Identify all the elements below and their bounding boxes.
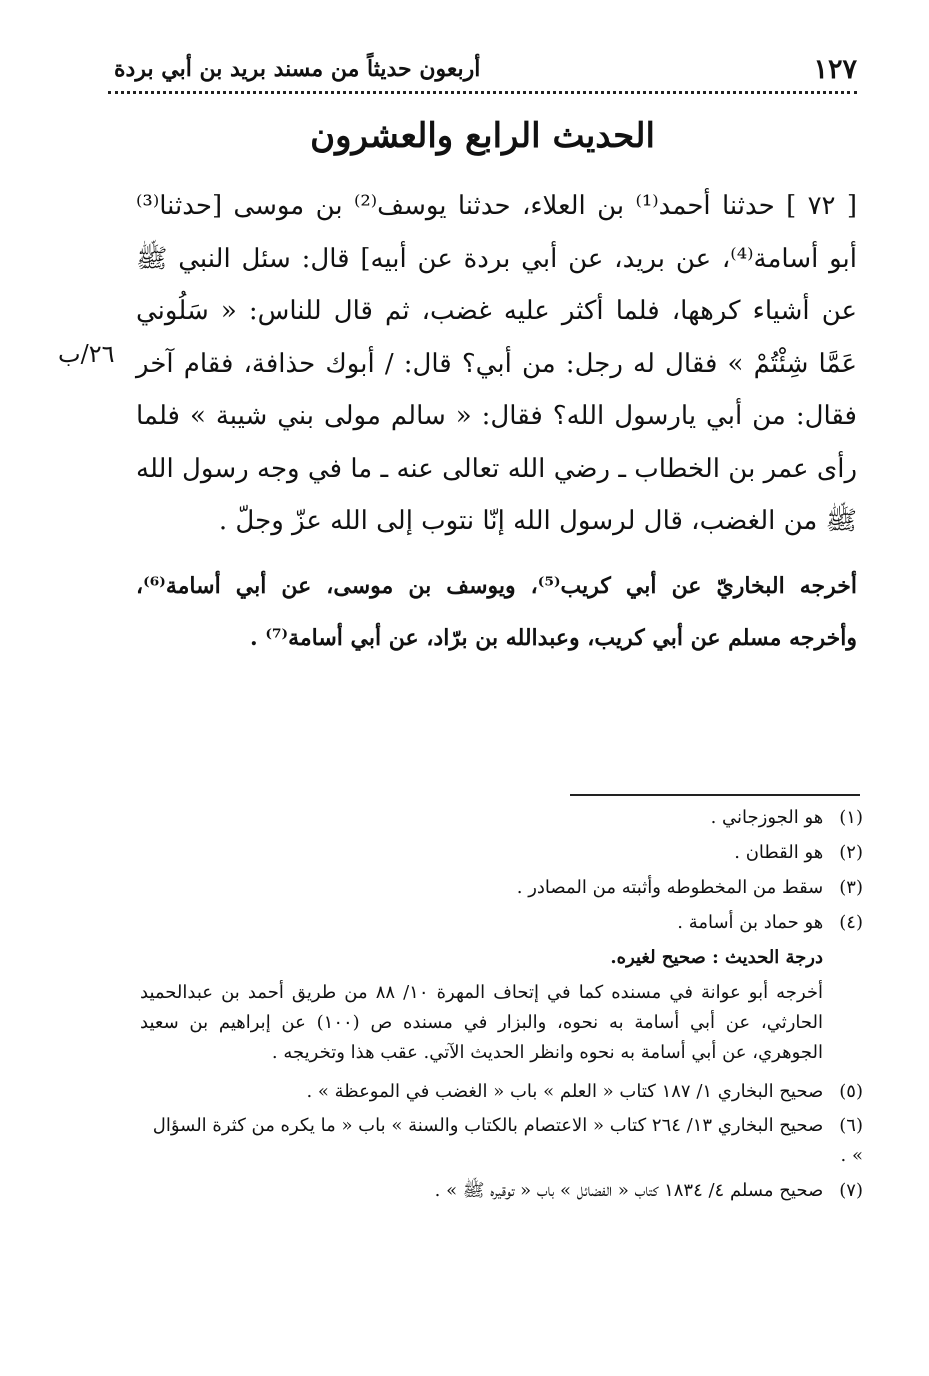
footnote <box>140 1173 863 1208</box>
footnote <box>140 870 863 905</box>
manuscript-folio-note: ٢٦/ب <box>58 340 115 368</box>
footnote-number: (٧) <box>839 1180 863 1201</box>
page-header <box>108 48 857 94</box>
page-number: ١٢٧ <box>813 54 857 85</box>
footnotes <box>140 800 863 1208</box>
footnote <box>140 1109 863 1173</box>
footnote-text: هو حماد بن أسامة . <box>677 912 824 933</box>
footnote-text: صحيح البخاري ١/ ١٨٧ كتاب « العلم » باب « الغضب في الموعظة » . <box>306 1081 824 1102</box>
grade-title: درجة الحديث : صحيح لغيره. <box>610 947 823 968</box>
footnote-number: (٦) <box>839 1115 863 1136</box>
footnote-number: (١) <box>839 807 863 828</box>
footnote <box>140 835 863 870</box>
footnote-number: (٣) <box>839 877 863 898</box>
footnote <box>140 1074 863 1109</box>
footnote-divider <box>570 794 860 796</box>
footnote-text: صحيح البخاري ١٣/ ٢٦٤ كتاب « الاعتصام بالكتاب والسنة » باب « ما يكره من كثرة السؤال » . <box>152 1115 863 1166</box>
takhrij-text: أخرجه البخاريّ عن أبي كريب⁽⁵⁾، ويوسف بن موسى، عن أبي أسامة⁽⁶⁾، وأخرجه مسلم عن أبي كريب، وعبدالله بن برّاد، عن أبي أسامة⁽⁷⁾ . <box>136 573 857 651</box>
takhrij-block <box>136 560 857 664</box>
footnote-text: هو القطان . <box>734 842 824 863</box>
footnote-text: هو الجوزجاني . <box>710 807 824 828</box>
footnote-number: (٤) <box>839 912 863 933</box>
hadith-block <box>136 180 857 548</box>
footnote-text: صحيح مسلم ٤/ ١٨٣٤ كتاب « الفضائل » باب « توقيره ﷺ » . <box>434 1180 824 1201</box>
grade-text: أخرجه أبو عوانة في مسنده كما في إتحاف المهرة ١٠/ ٨٨ من طريق أحمد بن عبدالحميد الحارثي، عن أبي أسامة به نحوه، والبزار في مسنده ص (١٠٠) عن إبراهيم بن سعيد الجوهري، عن أبي أسامة به نحوه وانظر الحديث الآتي. عقب هذا وتخريجه . <box>140 982 823 1063</box>
chapter-title: الحديث الرابع والعشرون <box>310 116 655 156</box>
footnote-number: (٢) <box>839 842 863 863</box>
running-title: أربعون حديثاً من مسند بريد بن أبي بردة <box>114 56 481 82</box>
footnote-text: سقط من المخطوطه وأثبته من المصادر . <box>516 877 824 898</box>
footnote <box>140 905 863 940</box>
hadith-grade <box>140 940 823 1068</box>
header-divider <box>108 91 857 94</box>
footnote-number: (٥) <box>839 1081 863 1102</box>
hadith-text: [ ٧٢ ] حدثنا أحمد⁽¹⁾ بن العلاء، حدثنا يوسف⁽²⁾ بن موسى [حدثنا⁽³⁾ أبو أسامة⁽⁴⁾، عن بريد، عن أبي بردة عن أبيه] قال: سئل النبي ﷺ عن أشياء كرهها، فلما أكثر عليه غضب، ثم قال للناس: « سَلُوني عَمَّا شِئْتُمْ » فقال له رجل: من أبي؟ قال: / أبوك حذافة، فقام آخر فقال: من أبي يارسول الله؟ فقال: « سالم مولى بني شيبة » فلما رأى عمر بن الخطاب ـ رضي الله تعالى عنه ـ ما في وجه رسول الله ﷺ من الغضب، قال لرسول الله إنّا نتوب إلى الله عزّ وجلّ . <box>136 191 857 536</box>
footnote <box>140 800 863 835</box>
